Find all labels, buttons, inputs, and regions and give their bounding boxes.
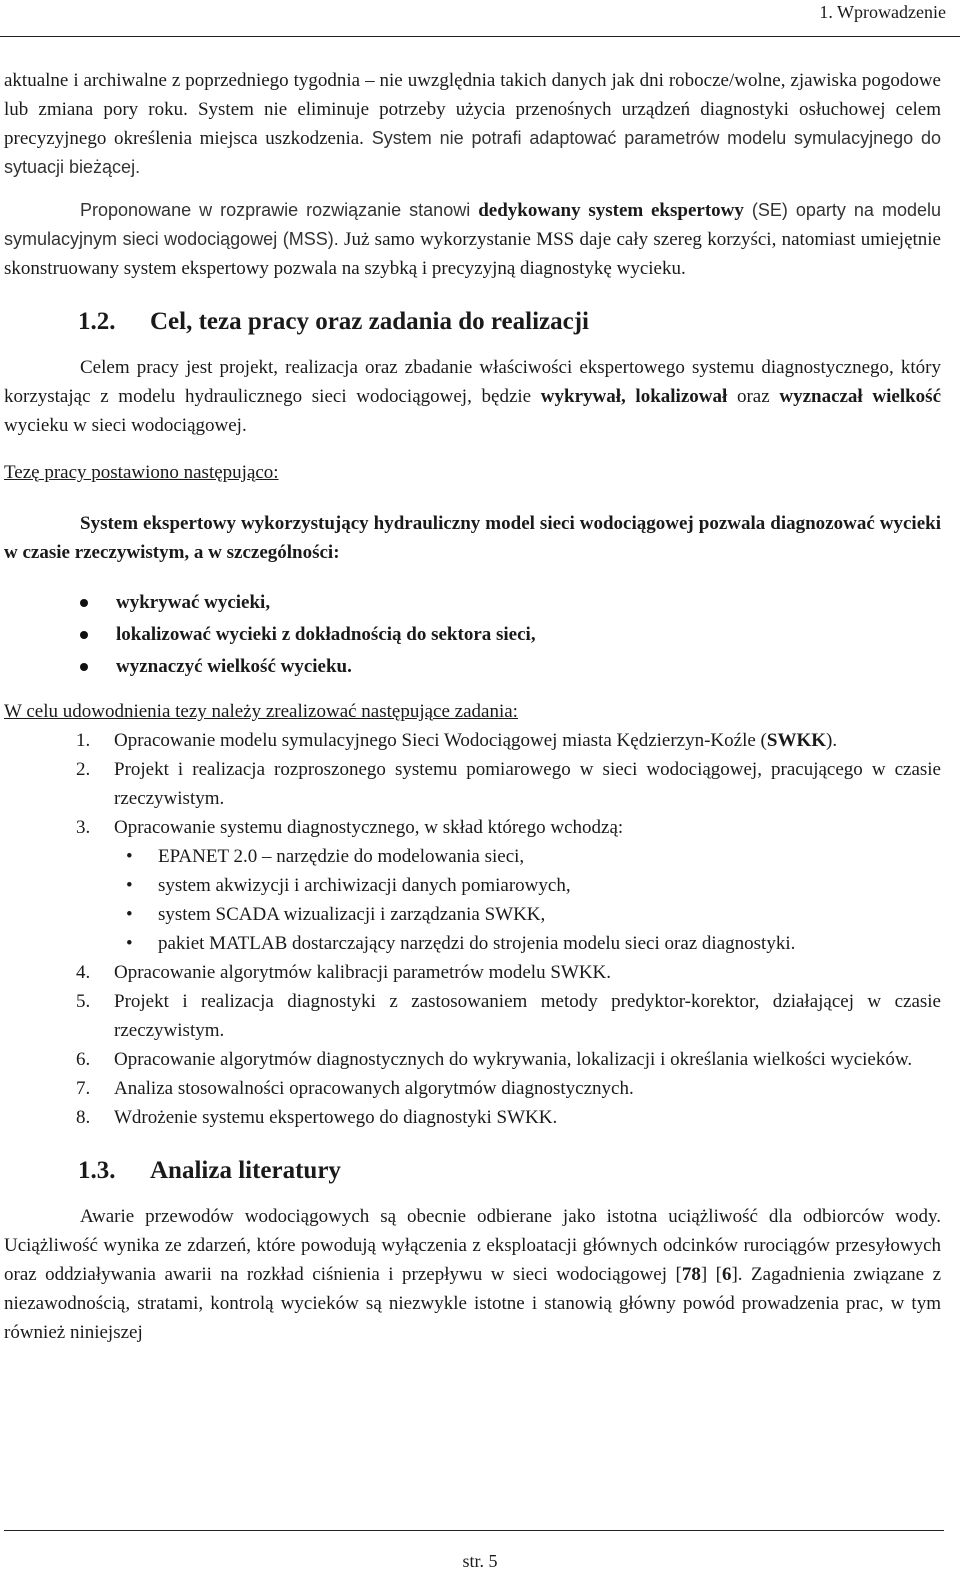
section-number: 1.2.: [78, 308, 116, 335]
task-text: Opracowanie algorytmów diagnostycznych do wykrywania, lokalizacji i określania wielkości wycieków.: [114, 1049, 913, 1070]
p2-c: (SE) oparty na modelu symulacyjnym sieci wodociągowej (MSS).: [4, 200, 941, 249]
list-item-text: wykrywać wycieki,: [116, 592, 271, 613]
task-number: 6.: [76, 1049, 91, 1070]
section-heading-1-2: [4, 305, 941, 339]
sub-item-text: system akwizycji i archiwizacji danych pomiarowych,: [158, 875, 571, 896]
page-number: str. 5: [462, 1551, 498, 1571]
running-header: 1. Wprowadzenie: [819, 2, 946, 22]
task-text: Analiza stosowalności opracowanych algorytmów diagnostycznych.: [114, 1078, 634, 1099]
p2-d: Już samo wykorzystanie MSS daje cały szereg korzyści, natomiast umiejętnie skonstruowany system ekspertowy pozwala na szybką i precyzyjną diagnostykę wycieku.: [4, 229, 941, 279]
tasks-list: [4, 726, 941, 1132]
sub-item-text: system SCADA wizualizacji i zarządzania SWKK,: [158, 904, 546, 925]
sub-item: [4, 842, 941, 871]
p3-bold-2: wyznaczał wielkość: [779, 386, 941, 407]
sub-item: [4, 900, 941, 929]
p3-e: wycieku w sieci wodociągowej.: [4, 415, 247, 436]
list-item: [4, 587, 941, 619]
document-body: [4, 66, 941, 1347]
p3-a: Celem pracy jest projekt, realizacja oraz zbadanie właściwości ekspertowego systemu diagnostycznego, który korzystając z modelu hydraulicznego sieci wodociągowej, będzie: [4, 357, 941, 407]
task-text: Projekt i realizacja diagnostyki z zastosowaniem metody predyktor-korektor, działającej w czasie rzeczywistym.: [114, 991, 941, 1041]
p2-bold: dedykowany system ekspertowy: [478, 200, 744, 221]
task-text: Wdrożenie systemu ekspertowego do diagnostyki SWKK.: [114, 1107, 558, 1128]
section-title: Analiza literatury: [150, 1157, 341, 1184]
sub-item-text: pakiet MATLAB dostarczający narzędzi do strojenia modelu sieci oraz diagnostyki.: [158, 933, 796, 954]
section-number: 1.3.: [78, 1157, 116, 1184]
paragraph-4: [4, 1202, 941, 1347]
sub-item: [4, 929, 941, 958]
task-number: 1.: [76, 730, 91, 751]
paragraph-1: [4, 66, 941, 182]
bullet-icon: [80, 663, 88, 671]
bullet-icon: [80, 599, 88, 607]
task-number: 2.: [76, 759, 91, 780]
task-number: 7.: [76, 1078, 91, 1099]
paragraph-3: [4, 353, 941, 440]
task-item: [4, 813, 941, 958]
section-title: Cel, teza pracy oraz zadania do realizacji: [150, 308, 590, 335]
citation-ref[interactable]: 6: [721, 1264, 732, 1285]
thesis-bullet-list: [4, 587, 941, 683]
task-text: Opracowanie algorytmów kalibracji parametrów modelu SWKK.: [114, 962, 612, 983]
bullet-icon: •: [126, 904, 133, 925]
bullet-icon: •: [126, 846, 133, 867]
task-item: [4, 987, 941, 1045]
task-text: Opracowanie modelu symulacyjnego Sieci Wodociągowej miasta Kędzierzyn-Koźle (: [114, 730, 767, 751]
thesis-intro: [4, 458, 941, 487]
p4-m: ] [: [700, 1264, 722, 1285]
tasks-intro-text: W celu udowodnienia tezy należy zrealizować następujące zadania:: [4, 701, 518, 722]
list-item: [4, 619, 941, 651]
list-item-text: wyznaczyć wielkość wycieku.: [116, 656, 352, 677]
thesis-intro-text: Tezę pracy postawiono następująco:: [4, 462, 279, 483]
sub-item-text: EPANET 2.0 – narzędzie do modelowania sieci,: [158, 846, 525, 867]
task-number: 4.: [76, 962, 91, 983]
footer-divider: [4, 1530, 944, 1531]
bullet-icon: •: [126, 933, 133, 954]
page-header: [0, 0, 960, 37]
task-item: [4, 1074, 941, 1103]
p2-a: Proponowane w rozprawie rozwiązanie stanowi: [80, 200, 479, 220]
task-item: [4, 755, 941, 813]
p4-a: Awarie przewodów wodociągowych są obecnie odbierane jako istotna uciążliwość dla odbiorców wody. Uciążliwość wynika ze zdarzeń, które powodują wyłączenia z eksploatacji głównych odcinków rurociągów przesyłowych oraz oddziaływania awarii na rozkład ciśnienia i przepływu w sieci wodociągowej [: [4, 1206, 941, 1285]
task-number: 3.: [76, 817, 91, 838]
task-item: [4, 958, 941, 987]
p3-bold-1: wykrywał, lokalizował: [540, 386, 728, 407]
p4-e: ]. Zagadnienia związane z niezawodnością, stratami, kontrolą wycieków są niezwykle istotne i stanowią główny powód prowadzenia prac, w tym również niniejszej: [4, 1264, 942, 1343]
task-3-sublist: [114, 842, 941, 958]
tasks-intro: [4, 697, 941, 726]
list-item: [4, 651, 941, 683]
paragraph-2: [4, 196, 941, 283]
task-item: [4, 1103, 941, 1132]
sub-item: [4, 871, 941, 900]
task-item: [4, 726, 941, 755]
thesis-statement: System ekspertowy wykorzystujący hydrauliczny model sieci wodociągowej pozwala diagnozować wycieki w czasie rzeczywistym, a w szczególności:: [4, 513, 941, 563]
task-number: 8.: [76, 1107, 91, 1128]
task-text: Opracowanie systemu diagnostycznego, w skład którego wchodzą:: [114, 817, 624, 838]
section-heading-1-3: [4, 1154, 941, 1188]
list-item-text: lokalizować wycieki z dokładnością do sektora sieci,: [116, 624, 536, 645]
paragraph-1-text: aktualne i archiwalne z poprzedniego tygodnia – nie uwzględnia takich danych jak dni robocze/wolne, zjawiska pogodowe lub zmiana pory roku. System nie eliminuje potrzeby użycia przenośnych urządzeń diagnostyki osłuchowej celem precyzyjnego określenia miejsca uszkodzenia.: [4, 70, 941, 149]
paragraph-1-sans-text: System nie potrafi adaptować parametrów modelu symulacyjnego do sytuacji bieżącej.: [4, 128, 941, 177]
task-text-end: ).: [826, 730, 838, 751]
bullet-icon: [80, 631, 88, 639]
task-item: [4, 1045, 941, 1074]
citation-ref[interactable]: 78: [681, 1264, 701, 1285]
task-number: 5.: [76, 991, 91, 1012]
p3-c: oraz: [727, 386, 780, 407]
task-text: Projekt i realizacja rozproszonego systemu pomiarowego w sieci wodociągowej, pracującego w czasie rzeczywistym.: [114, 759, 941, 809]
task-bold: SWKK: [766, 730, 826, 751]
bullet-icon: •: [126, 875, 133, 896]
